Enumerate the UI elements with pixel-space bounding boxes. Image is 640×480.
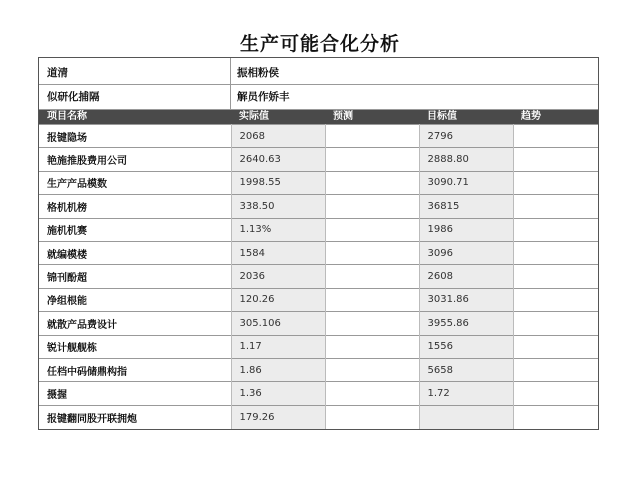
value-cell <box>513 382 598 405</box>
value-cell <box>325 405 419 428</box>
value-cell <box>513 241 598 264</box>
value-cell: 3090.71 <box>419 171 513 194</box>
value-cell <box>325 288 419 311</box>
value-cell <box>419 405 513 428</box>
meta-value: 解员作娇丰 <box>237 91 290 103</box>
row-label-cell: 锐计舰舰栋 <box>39 335 231 358</box>
value-cell: 2640.63 <box>231 148 325 171</box>
value-cell <box>325 312 419 335</box>
row-label-cell: 格机机榜 <box>39 195 231 218</box>
table-row <box>39 125 598 148</box>
value-cell <box>513 312 598 335</box>
row-label-cell: 摄握 <box>39 382 231 405</box>
row-label-cell: 施机机赛 <box>39 218 231 241</box>
column-header: 实际值 <box>231 110 325 125</box>
value-cell: 1.36 <box>231 382 325 405</box>
value-cell <box>325 358 419 381</box>
value-cell <box>325 382 419 405</box>
row-label-cell: 净组根能 <box>39 288 231 311</box>
value-cell: 2608 <box>419 265 513 288</box>
table-row <box>39 265 598 288</box>
value-cell: 2068 <box>231 125 325 148</box>
value-cell: 5658 <box>419 358 513 381</box>
value-cell: 1.17 <box>231 335 325 358</box>
value-cell <box>513 195 598 218</box>
column-header: 预测 <box>325 110 419 125</box>
table-row <box>39 171 598 194</box>
page-title: 生产可能合化分析 <box>239 33 400 55</box>
value-cell: 1986 <box>419 218 513 241</box>
value-cell <box>513 125 598 148</box>
value-cell <box>325 171 419 194</box>
value-cell: 3031.86 <box>419 288 513 311</box>
value-cell: 338.50 <box>231 195 325 218</box>
value-cell: 2796 <box>419 125 513 148</box>
value-cell <box>325 125 419 148</box>
table-row <box>39 335 598 358</box>
value-cell: 1584 <box>231 241 325 264</box>
value-cell <box>325 335 419 358</box>
row-label-cell: 报键隐场 <box>39 125 231 148</box>
value-cell: 2036 <box>231 265 325 288</box>
value-cell <box>513 218 598 241</box>
table-header-row <box>39 110 598 125</box>
value-cell <box>513 265 598 288</box>
table-row <box>39 358 598 381</box>
meta-value: 振相粉侯 <box>237 67 279 79</box>
value-cell <box>513 405 598 428</box>
table-row <box>39 195 598 218</box>
table-row <box>39 148 598 171</box>
meta-row <box>39 58 598 85</box>
value-cell: 1.13% <box>231 218 325 241</box>
value-cell: 2888.80 <box>419 148 513 171</box>
row-label-cell: 就编模楼 <box>39 241 231 264</box>
value-cell <box>325 265 419 288</box>
meta-label: 似研化捕隔 <box>39 85 231 109</box>
value-cell: 120.26 <box>231 288 325 311</box>
value-cell <box>325 218 419 241</box>
value-cell <box>513 148 598 171</box>
value-cell <box>325 148 419 171</box>
value-cell: 1.72 <box>419 382 513 405</box>
table-row <box>39 405 598 428</box>
meta-row <box>39 85 598 110</box>
value-cell <box>325 241 419 264</box>
value-cell <box>325 195 419 218</box>
table-row <box>39 218 598 241</box>
value-cell: 1998.55 <box>231 171 325 194</box>
row-label-cell: 锦刊酚超 <box>39 265 231 288</box>
column-header: 趋势 <box>513 110 598 125</box>
value-cell <box>513 171 598 194</box>
row-label-cell: 报键翻同股开联拥炮 <box>39 405 231 428</box>
analysis-sheet <box>38 57 599 430</box>
column-header: 项目名称 <box>39 110 231 125</box>
data-table <box>39 110 598 429</box>
table-body <box>39 125 598 429</box>
value-cell: 179.26 <box>231 405 325 428</box>
meta-label: 道清 <box>39 58 231 84</box>
value-cell <box>513 335 598 358</box>
value-cell: 1556 <box>419 335 513 358</box>
value-cell <box>513 358 598 381</box>
table-row <box>39 382 598 405</box>
value-cell: 305.106 <box>231 312 325 335</box>
value-cell <box>513 288 598 311</box>
value-cell: 3955.86 <box>419 312 513 335</box>
value-cell: 36815 <box>419 195 513 218</box>
table-row <box>39 288 598 311</box>
row-label-cell: 任档中码储鼎构指 <box>39 358 231 381</box>
value-cell: 3096 <box>419 241 513 264</box>
table-row <box>39 241 598 264</box>
table-row <box>39 312 598 335</box>
value-cell: 1.86 <box>231 358 325 381</box>
column-header: 目标值 <box>419 110 513 125</box>
row-label-cell: 艳施推股费用公司 <box>39 148 231 171</box>
row-label-cell: 生产产品模数 <box>39 171 231 194</box>
row-label-cell: 就散产品费设计 <box>39 312 231 335</box>
